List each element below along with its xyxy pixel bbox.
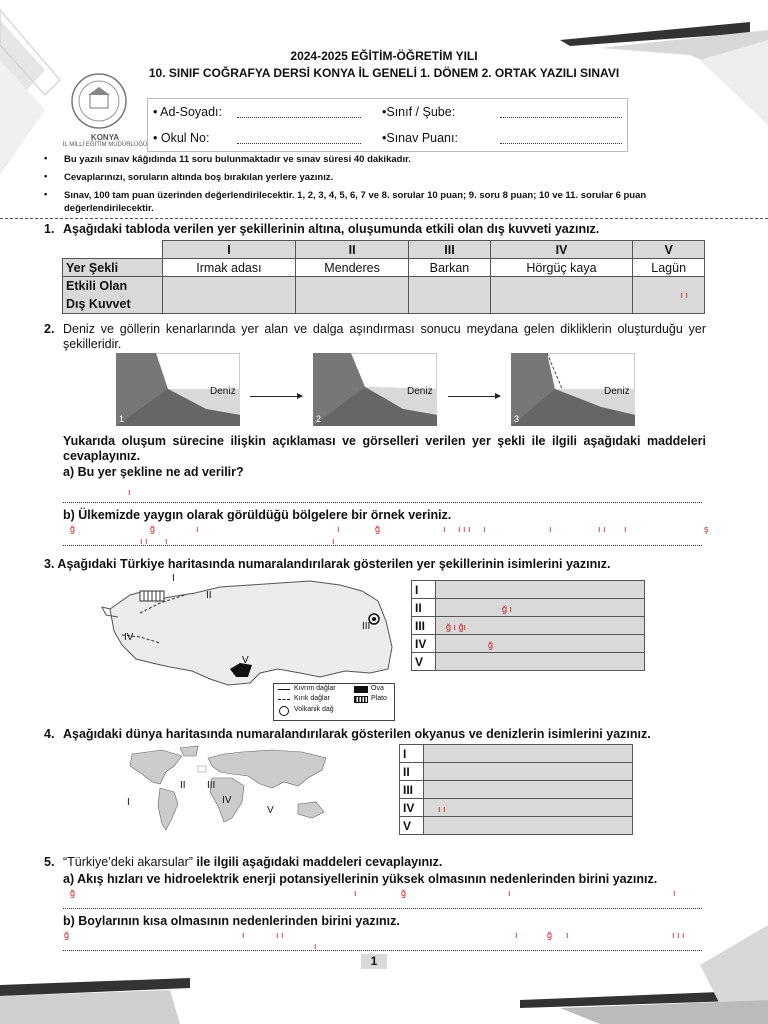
answer-mark: ğ: [70, 524, 76, 534]
answer-mark: ı ı ı: [458, 524, 471, 534]
q2a-answer-line[interactable]: [63, 502, 702, 503]
answer-cell[interactable]: [436, 581, 645, 599]
answer-mark: ğ: [547, 930, 553, 940]
faulted-line-icon: [278, 699, 290, 700]
exam-title: 10. SINIF COĞRAFYA DERSİ KONYA İL GENELİ 1. DÖNEM 2. ORTAK YAZILI SINAVI: [148, 66, 620, 80]
answer-mark: ğ: [375, 524, 381, 534]
map-label: II: [206, 590, 212, 601]
col-header: II: [295, 241, 408, 259]
answer-mark: ı: [515, 930, 518, 940]
row-number: I: [412, 581, 436, 599]
folded-line-icon: [278, 689, 290, 690]
answer-cell[interactable]: [424, 763, 633, 781]
q2b-answer-line[interactable]: [63, 545, 702, 546]
class-label: •Sınıf / Şube:: [382, 105, 456, 119]
answer-cell[interactable]: [295, 277, 408, 314]
answer-mark: ı: [443, 524, 446, 534]
ministry-logo-icon: [70, 72, 128, 130]
arrow-icon: [448, 396, 500, 397]
q5b-text: b) Boylarının kısa olmasının nedenlerinden birini yazınız.: [63, 914, 400, 928]
answer-mark: ğ: [401, 888, 407, 898]
plateau-icon: [354, 696, 368, 703]
class-field[interactable]: [500, 117, 622, 118]
answer-cell[interactable]: [436, 653, 645, 671]
landform-cell: Menderes: [295, 259, 408, 277]
name-field[interactable]: [237, 117, 361, 118]
answer-cell[interactable]: [424, 817, 633, 835]
q5b-answer-line[interactable]: [63, 950, 702, 951]
q5a-answer-line[interactable]: [63, 908, 702, 909]
q3-answer-table: [411, 580, 645, 671]
answer-mark: ğ: [150, 524, 156, 534]
score-label: •Sınav Puanı:: [382, 131, 458, 145]
answer-mark: ı ı ı: [672, 930, 685, 940]
answer-mark: ı: [354, 888, 357, 898]
exam-year-title: 2024-2025 EĞİTİM-ÖĞRETİM YILI: [290, 49, 478, 63]
figure-sea-label: Deniz: [210, 386, 236, 397]
legend-faulted: Kırık dağlar: [294, 695, 330, 702]
map-legend: [273, 683, 395, 721]
school-number-field[interactable]: [237, 143, 361, 144]
landform-cell: Lagün: [633, 259, 705, 277]
answer-mark: ı: [549, 524, 552, 534]
answer-mark: ı: [165, 536, 168, 546]
map-label: V: [267, 805, 274, 816]
q2-number: 2.: [44, 322, 55, 336]
answer-mark: ı: [483, 524, 486, 534]
landform-cell: Barkan: [409, 259, 490, 277]
answer-mark: ı: [508, 888, 511, 898]
map-label: III: [362, 621, 371, 632]
row-number: IV: [412, 635, 436, 653]
answer-mark: ı: [242, 930, 245, 940]
score-field[interactable]: [500, 143, 622, 144]
volcano-icon: [279, 706, 289, 716]
arrow-icon: [250, 396, 302, 397]
landform-cell: Hörgüç kaya: [490, 259, 633, 277]
answer-mark: ı: [337, 524, 340, 534]
figure-sea-label: Deniz: [604, 386, 630, 397]
q2a-text: a) Bu yer şekline ne ad verilir?: [63, 465, 244, 479]
q5a-text: a) Akış hızları ve hidroelektrik enerji potansiyellerinin yüksek olmasının nedenlerinden birini yazınız.: [63, 872, 658, 886]
legend-plateau: Plato: [371, 695, 387, 702]
row-number: II: [400, 763, 424, 781]
figure-number: 3: [514, 414, 520, 424]
answer-cell[interactable]: [424, 781, 633, 799]
q4-text: Aşağıdaki dünya haritasında numaralandırılarak gösterilen okyanus ve denizlerin isimlerini yazınız.: [63, 727, 651, 741]
answer-mark: ı: [673, 888, 676, 898]
answer-mark: ı: [196, 524, 199, 534]
answer-cell[interactable]: [163, 277, 296, 314]
q4-answer-table: [399, 744, 633, 835]
legend-volcanic: Volkanik dağ: [294, 706, 334, 713]
q3-text: 3. Aşağıdaki Türkiye haritasında numaralandırılarak gösterilen yer şekillerinin isimlerini yazınız.: [44, 557, 611, 571]
logo-caption: İL MİLLİ EĞİTİM MÜDÜRLÜĞÜ: [62, 142, 148, 148]
q5-text: “Türkiye’deki akarsular” ile ilgili aşağıdaki maddeleri cevaplayınız.: [63, 855, 443, 869]
figure-sea-label: Deniz: [407, 386, 433, 397]
logo-city: KONYA: [90, 133, 120, 142]
plain-icon: [354, 686, 368, 693]
section-divider: [0, 218, 768, 219]
page-number: 1: [361, 954, 387, 969]
answer-mark: ı: [566, 930, 569, 940]
answer-mark: ı ı: [276, 930, 284, 940]
answer-cell[interactable]: ı ı: [633, 277, 705, 314]
col-header: V: [633, 241, 705, 259]
answer-cell[interactable]: ğ ı: [436, 599, 645, 617]
instructions: • Bu yazılı sınav kâğıdında 11 soru bulunmaktadır ve sınav süresi 40 dakikadır. • Cevaplarınızı, soruların altında boş bırakılan yerlere yazınız. • Sınav, 100 tam puan üzerinden değerlendirilecektir. 1, 2, 3, 4, 5, 6, 7 ve 8. sorular 10 puan; 9. soru 8 puan; 10 ve 11. sorular 6 puan değerlendirilecektir.: [44, 153, 647, 214]
row-number: II: [412, 599, 436, 617]
legend-folded: Kıvrım dağlar: [294, 685, 336, 692]
q1-table: [62, 240, 705, 314]
figure-number: 1: [119, 414, 125, 424]
answer-mark: ı: [624, 524, 627, 534]
row-number: IV: [400, 799, 424, 817]
answer-mark: ğ: [70, 888, 76, 898]
map-label: III: [207, 780, 216, 791]
q2-text: Deniz ve göllerin kenarlarında yer alan ve dalga aşındırması sonucu meydana gelen dikliklerin oluşturduğu yer şekilleridir.: [63, 322, 706, 351]
answer-mark: ı ı: [140, 536, 148, 546]
name-label: • Ad-Soyadı:: [153, 105, 223, 119]
row-label-force: Etkili Olan Dış Kuvvet: [63, 277, 163, 314]
table-corner: [63, 241, 163, 259]
q1-text: Aşağıdaki tabloda verilen yer şekillerinin altına, oluşumunda etkili olan dış kuvveti yazınız.: [63, 222, 600, 236]
q4-number: 4.: [44, 727, 55, 741]
row-number: I: [400, 745, 424, 763]
map-label: V: [242, 655, 249, 666]
row-number: III: [412, 617, 436, 635]
row-number: V: [412, 653, 436, 671]
answer-cell[interactable]: ğ ı ğı: [436, 617, 645, 635]
q1-number: 1.: [44, 222, 55, 236]
answer-mark: ı: [314, 941, 317, 951]
answer-mark: ğ: [64, 930, 70, 940]
answer-cell[interactable]: [490, 277, 633, 314]
col-header: I: [163, 241, 296, 259]
world-map: [112, 744, 352, 840]
answer-mark: ı ı: [598, 524, 606, 534]
map-label: I: [127, 797, 130, 808]
map-label: IV: [124, 632, 134, 643]
answer-cell[interactable]: ğ: [436, 635, 645, 653]
landform-cell: Irmak adası: [163, 259, 296, 277]
answer-mark: ı: [332, 536, 335, 546]
answer-cell[interactable]: [424, 745, 633, 763]
figure-number: 2: [316, 414, 322, 424]
q5-number: 5.: [44, 855, 55, 869]
map-label: I: [172, 573, 175, 584]
answer-cell[interactable]: ı ı: [424, 799, 633, 817]
col-header: III: [409, 241, 490, 259]
map-label: IV: [222, 795, 232, 806]
map-label: II: [180, 780, 186, 791]
row-number: III: [400, 781, 424, 799]
legend-plain: Ova: [371, 685, 384, 692]
row-number: V: [400, 817, 424, 835]
row-label-landform: Yer Şekli: [63, 259, 163, 277]
q2a-mark: ı: [128, 487, 131, 497]
q2b-text: b) Ülkemizde yaygın olarak görüldüğü bölgelere bir örnek veriniz.: [63, 508, 452, 522]
school-number-label: • Okul No:: [153, 131, 210, 145]
answer-cell[interactable]: [409, 277, 490, 314]
q2-prompt: Yukarıda oluşum sürecine ilişkin açıklaması ve görselleri verilen yer şekli ile ilgili aşağıdaki maddeleri cevaplayınız.: [63, 434, 706, 463]
answer-mark: ş: [704, 524, 709, 534]
col-header: IV: [490, 241, 633, 259]
